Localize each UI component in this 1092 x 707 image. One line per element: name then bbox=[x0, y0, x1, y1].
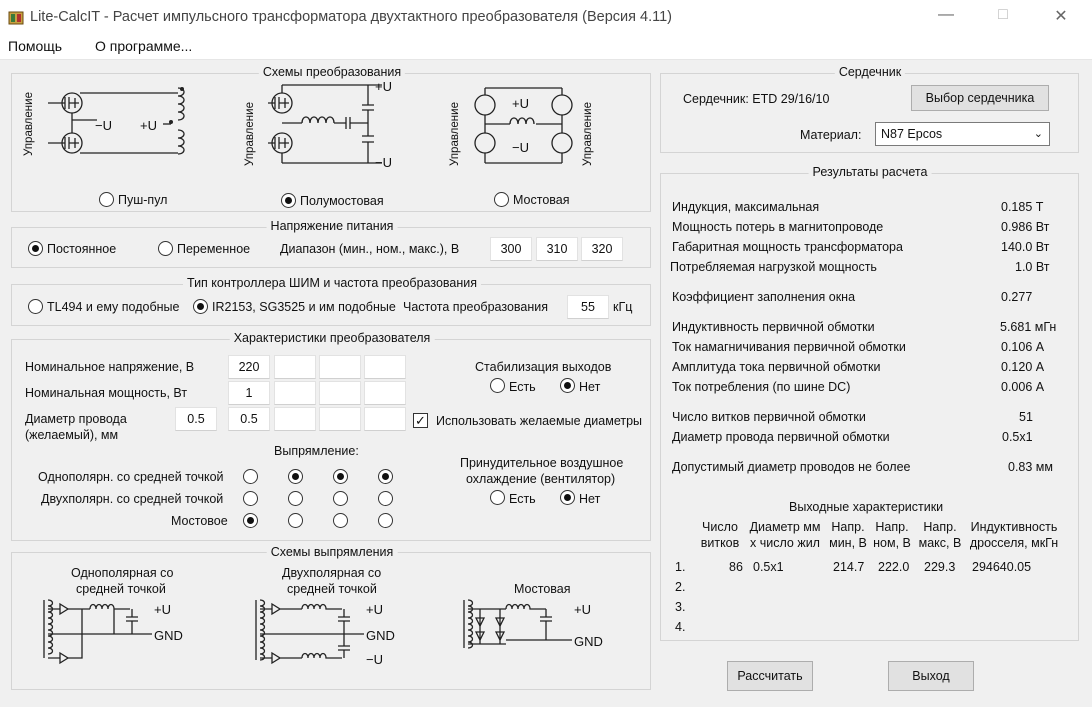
calculate-button[interactable]: Рассчитать bbox=[727, 661, 813, 691]
material-label: Материал: bbox=[800, 128, 862, 142]
voltage-input-4[interactable] bbox=[364, 355, 406, 379]
core-label: Сердечник: ETD 29/16/10 bbox=[683, 92, 830, 106]
header-wire: Диаметр мм х число жил bbox=[749, 520, 821, 550]
supply-nom-input[interactable]: 310 bbox=[536, 237, 578, 261]
use-desired-label: Использовать желаемые диаметры bbox=[436, 414, 643, 428]
result-value-2: 0.986 Вт bbox=[1001, 220, 1050, 234]
bridge-label: Мостовая bbox=[513, 193, 570, 207]
rect-3-2-radio[interactable] bbox=[288, 513, 303, 528]
result-label-6: Индуктивность первичной обмотки bbox=[672, 320, 875, 334]
result-label-3: Габаритная мощность трансформатора bbox=[672, 240, 903, 254]
app-icon bbox=[8, 9, 24, 25]
rect-row-1-label: Однополярн. со средней точкой bbox=[38, 470, 224, 484]
core-title: Сердечник bbox=[835, 65, 905, 79]
power-input-1[interactable]: 1 bbox=[228, 381, 270, 405]
result-label-2: Мощность потерь в магнитопроводе bbox=[672, 220, 884, 234]
rect-schemes-title: Схемы выпрямления bbox=[267, 545, 398, 559]
output-title: Выходные характеристики bbox=[789, 500, 944, 514]
controller-ir2153-label: IR2153, SG3525 и им подобные bbox=[212, 300, 396, 314]
result-value-6: 5.681 мГн bbox=[1000, 320, 1057, 334]
rect-2-gnd: GND bbox=[366, 628, 395, 643]
push-pull-plus-u: +U bbox=[140, 118, 157, 133]
result-value-7: 0.106 А bbox=[1001, 340, 1045, 354]
wire-primary-input[interactable]: 0.5 bbox=[175, 407, 217, 431]
rect-2-4-radio[interactable] bbox=[378, 491, 393, 506]
rect-scheme-2-line2: средней точкой bbox=[287, 582, 377, 596]
use-desired-checkbox[interactable]: ✓ bbox=[413, 413, 428, 428]
output-row-1-turns: 86 bbox=[729, 560, 743, 574]
rect-1-3-radio[interactable] bbox=[333, 469, 348, 484]
bridge-control-label-left: Управление bbox=[448, 102, 461, 166]
voltage-input-1[interactable]: 220 bbox=[228, 355, 270, 379]
menu-bar bbox=[0, 34, 1092, 60]
output-row-1-wire: 0.5x1 bbox=[753, 560, 784, 574]
power-input-4[interactable] bbox=[364, 381, 406, 405]
half-bridge-control-label: Управление bbox=[243, 102, 256, 166]
rect-scheme-3-label: Мостовая bbox=[514, 582, 571, 596]
stabilization-no-radio[interactable] bbox=[560, 378, 575, 393]
chevron-down-icon: ⌄ bbox=[1033, 128, 1043, 140]
half-bridge-plus-u: +U bbox=[375, 79, 392, 94]
power-input-3[interactable] bbox=[319, 381, 361, 405]
supply-dc-label: Постоянное bbox=[47, 242, 117, 256]
rect-1-2-radio[interactable] bbox=[288, 469, 303, 484]
result-label-7: Ток намагничивания первичной обмотки bbox=[672, 340, 906, 354]
result-value-8: 0.120 А bbox=[1001, 360, 1045, 374]
result-value-4: 1.0 Вт bbox=[1015, 260, 1050, 274]
result-value-10: 51 bbox=[1019, 410, 1033, 424]
supply-min-input[interactable]: 300 bbox=[490, 237, 532, 261]
bridge-radio[interactable] bbox=[494, 192, 509, 207]
cooling-title-2: охлаждение (вентилятор) bbox=[466, 472, 616, 486]
result-label-11: Диаметр провода первичной обмотки bbox=[672, 430, 890, 444]
result-label-9: Ток потребления (по шине DC) bbox=[672, 380, 851, 394]
bridge-plus-u: +U bbox=[512, 96, 529, 111]
nominal-power-label: Номинальная мощность, Вт bbox=[25, 386, 188, 400]
supply-max-input[interactable]: 320 bbox=[581, 237, 623, 261]
controller-title: Тип контроллера ШИМ и частота преобразования bbox=[183, 276, 481, 290]
half-bridge-radio[interactable] bbox=[281, 193, 296, 208]
controller-tl494-label: TL494 и ему подобные bbox=[47, 300, 180, 314]
controller-freq-unit: кГц bbox=[613, 300, 633, 314]
window-title: Lite-CalcIT - Расчет импульсного трансформатора двухтактного преобразователя (Версия 4.11) bbox=[30, 9, 673, 25]
wire-diameter-label-1: Диаметр провода bbox=[25, 412, 127, 426]
exit-button[interactable]: Выход bbox=[888, 661, 974, 691]
rect-3-1-radio[interactable] bbox=[243, 513, 258, 528]
header-turns: Число витков bbox=[700, 520, 740, 550]
bridge-schematic bbox=[470, 83, 590, 171]
supply-ac-label: Переменное bbox=[177, 242, 251, 256]
stabilization-yes-radio[interactable] bbox=[490, 378, 505, 393]
converter-title: Характеристики преобразователя bbox=[230, 331, 435, 345]
result-label-1: Индукция, максимальная bbox=[672, 200, 820, 214]
result-value-11: 0.5x1 bbox=[1002, 430, 1033, 444]
rect-2-1-radio[interactable] bbox=[243, 491, 258, 506]
rectification-title: Выпрямление: bbox=[274, 444, 359, 458]
push-pull-minus-u: −U bbox=[95, 118, 112, 133]
header-vnom: Напр. ном, В bbox=[873, 520, 911, 550]
rect-row-3-label: Мостовое bbox=[171, 514, 228, 528]
push-pull-control-label: Управление bbox=[22, 92, 35, 156]
result-label-10: Число витков первичной обмотки bbox=[672, 410, 866, 424]
schemes-title: Схемы преобразования bbox=[259, 65, 405, 79]
output-row-1-ind: 294640.05 bbox=[972, 560, 1032, 574]
output-row-4-n: 4. bbox=[675, 620, 686, 634]
voltage-input-3[interactable] bbox=[319, 355, 361, 379]
wire-input-1[interactable]: 0.5 bbox=[228, 407, 270, 431]
output-row-1-n: 1. bbox=[675, 560, 686, 574]
rect-scheme-2-line1: Двухполярная со bbox=[282, 566, 382, 580]
results-title: Результаты расчета bbox=[809, 165, 932, 179]
cooling-yes-label: Есть bbox=[509, 492, 536, 506]
maximize-icon[interactable]: □ bbox=[998, 6, 1008, 23]
push-pull-schematic bbox=[30, 80, 200, 175]
rect-3-3-radio[interactable] bbox=[333, 513, 348, 528]
result-value-3: 140.0 Вт bbox=[1001, 240, 1050, 254]
result-label-5: Коэффициент заполнения окна bbox=[672, 290, 856, 304]
header-inductance: Индуктивность дросселя, мкГн bbox=[969, 520, 1059, 550]
result-value-9: 0.006 А bbox=[1001, 380, 1045, 394]
rect-scheme-1-line2: средней точкой bbox=[76, 582, 166, 596]
nominal-voltage-label: Номинальное напряжение, В bbox=[25, 360, 195, 374]
wire-input-4[interactable] bbox=[364, 407, 406, 431]
rect-row-2-label: Двухполярн. со средней точкой bbox=[41, 492, 224, 506]
stabilization-title: Стабилизация выходов bbox=[475, 360, 612, 374]
output-row-3-n: 3. bbox=[675, 600, 686, 614]
output-row-1-vmin: 214.7 bbox=[833, 560, 865, 574]
minimize-icon[interactable]: — bbox=[938, 6, 954, 23]
rect-scheme-1-line1: Однополярная со bbox=[71, 566, 174, 580]
select-core-button[interactable]: Выбор сердечника bbox=[911, 85, 1049, 111]
rect-3-gnd: GND bbox=[574, 634, 603, 649]
rect-2-2-radio[interactable] bbox=[288, 491, 303, 506]
output-row-2-n: 2. bbox=[675, 580, 686, 594]
supply-range-label: Диапазон (мин., ном., макс.), В bbox=[280, 242, 460, 256]
output-row-1-vnom: 222.0 bbox=[878, 560, 910, 574]
rect-2-3-radio[interactable] bbox=[333, 491, 348, 506]
title-bar bbox=[0, 0, 1092, 34]
bridge-minus-u: −U bbox=[512, 140, 529, 155]
close-icon[interactable]: ✕ bbox=[1054, 8, 1068, 25]
result-value-12: 0.83 мм bbox=[1008, 460, 1053, 474]
result-label-8: Амплитуда тока первичной обмотки bbox=[672, 360, 881, 374]
rect-1-plus-u: +U bbox=[154, 602, 171, 617]
half-bridge-minus-u: −U bbox=[375, 155, 392, 170]
controller-freq-label: Частота преобразования bbox=[403, 300, 549, 314]
header-vmax: Напр. макс, В bbox=[918, 520, 962, 550]
rect-scheme-1-diagram bbox=[40, 600, 160, 670]
cooling-title-1: Принудительное воздушное bbox=[460, 456, 624, 470]
rect-scheme-2-diagram bbox=[252, 600, 372, 670]
rect-1-4-radio[interactable] bbox=[378, 469, 393, 484]
voltage-input-2[interactable] bbox=[274, 355, 316, 379]
menu-help[interactable]: Помощь bbox=[8, 38, 63, 54]
controller-ir2153-radio[interactable] bbox=[193, 299, 208, 314]
cooling-no-radio[interactable] bbox=[560, 490, 575, 505]
half-bridge-label: Полумостовая bbox=[300, 194, 384, 208]
cooling-yes-radio[interactable] bbox=[490, 490, 505, 505]
result-label-12: Допустимый диаметр проводов не более bbox=[672, 460, 911, 474]
header-vmin: Напр. мин, В bbox=[829, 520, 867, 550]
power-input-2[interactable] bbox=[274, 381, 316, 405]
result-value-1: 0.185 Т bbox=[1001, 200, 1044, 214]
rect-3-4-radio[interactable] bbox=[378, 513, 393, 528]
push-pull-label: Пуш-пул bbox=[118, 193, 168, 207]
result-value-5: 0.277 bbox=[1001, 290, 1033, 304]
supply-ac-radio[interactable] bbox=[158, 241, 173, 256]
rect-1-gnd: GND bbox=[154, 628, 183, 643]
wire-input-3[interactable] bbox=[319, 407, 361, 431]
material-value: N87 Epcos bbox=[881, 127, 943, 141]
wire-input-2[interactable] bbox=[274, 407, 316, 431]
rect-3-plus-u: +U bbox=[574, 602, 591, 617]
rect-2-minus-u: −U bbox=[366, 652, 383, 667]
cooling-no-label: Нет bbox=[579, 492, 601, 506]
rect-2-plus-u: +U bbox=[366, 602, 383, 617]
push-pull-radio[interactable] bbox=[99, 192, 114, 207]
supply-title: Напряжение питания bbox=[267, 219, 398, 233]
result-label-4: Потребляемая нагрузкой мощность bbox=[670, 260, 877, 274]
output-row-1-vmax: 229.3 bbox=[924, 560, 956, 574]
stabilization-no-label: Нет bbox=[579, 380, 601, 394]
material-select[interactable] bbox=[875, 122, 1050, 146]
wire-diameter-label-2: (желаемый), мм bbox=[25, 428, 119, 442]
controller-freq-input[interactable]: 55 bbox=[567, 295, 609, 319]
stabilization-yes-label: Есть bbox=[509, 380, 536, 394]
menu-about[interactable]: О программе... bbox=[95, 38, 193, 54]
rect-scheme-3-diagram bbox=[460, 600, 580, 670]
bridge-control-label-right: Управление bbox=[581, 102, 594, 166]
rect-1-1-radio[interactable] bbox=[243, 469, 258, 484]
controller-tl494-radio[interactable] bbox=[28, 299, 43, 314]
supply-dc-radio[interactable] bbox=[28, 241, 43, 256]
